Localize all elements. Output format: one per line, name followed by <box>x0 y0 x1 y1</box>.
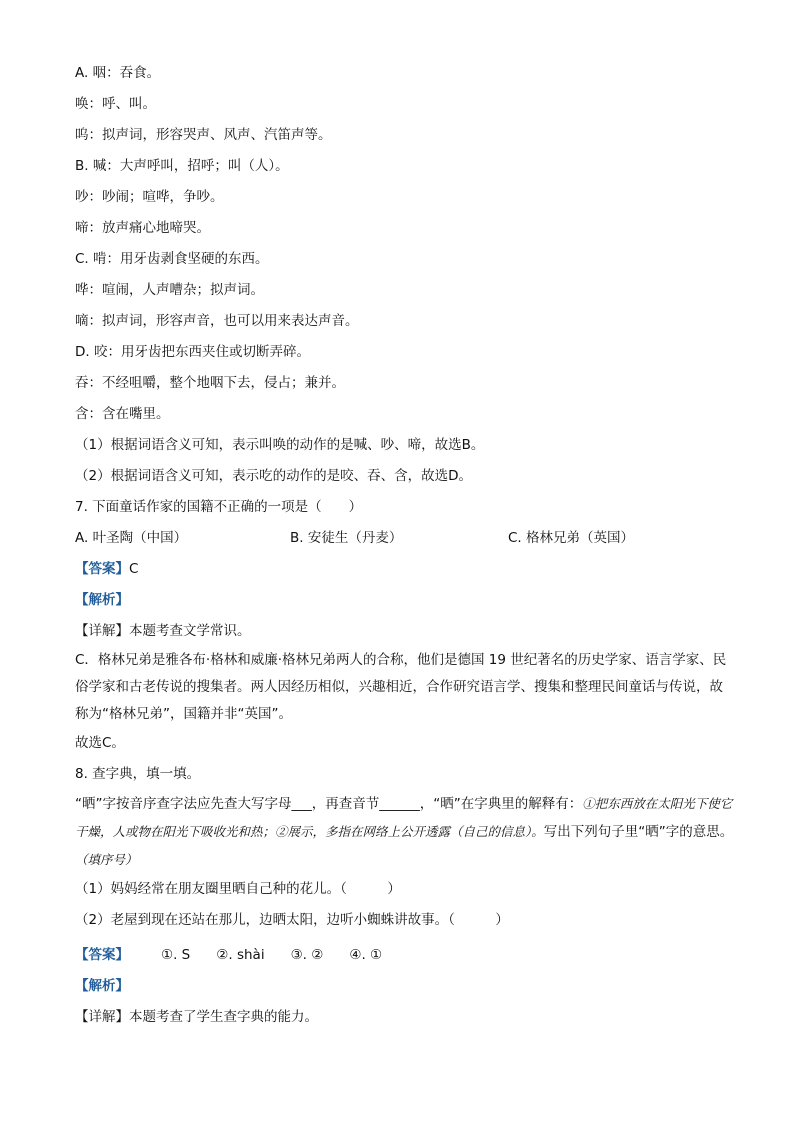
intro-handwritten: ①把东西放在太阳光下使它干燥，人或物在阳光下吸收光和热；②展示，多指在网络上公开透露（自己的信息）。 <box>75 796 733 839</box>
analysis-line <box>75 585 734 616</box>
detail-line <box>75 1002 734 1033</box>
sub-question: （1）妈妈经常在朋友圈里晒自己种的花儿。（ ） <box>75 881 401 897</box>
intro-handwritten: （填序号） <box>75 852 138 867</box>
conclusion-line: 故选C。 <box>75 735 125 751</box>
text-line: 哗：喧闹，人声嘈杂；拟声词。 <box>75 282 264 298</box>
text-line: 嘀：拟声词，形容声音，也可以用来表达声音。 <box>75 313 359 329</box>
answer-line <box>75 940 734 971</box>
text-line: A. 咽：吞食。 <box>75 65 161 81</box>
detail-line <box>75 616 734 647</box>
answer-line <box>75 554 734 585</box>
option-c: C. 格林兄弟（英国） <box>508 530 635 546</box>
text-line: 含：含在嘴里。 <box>75 406 170 422</box>
answer-tag: 【答案】 <box>75 947 129 963</box>
question-stem: 7. 下面童话作家的国籍不正确的一项是（ ） <box>75 499 363 515</box>
text-line: C. 啃：用牙齿剥食坚硬的东西。 <box>75 251 269 267</box>
text-line: 唤：呼、叫。 <box>75 96 156 112</box>
detail-text: 本题考查文学常识。 <box>129 623 251 639</box>
definition-list <box>75 58 734 492</box>
option-b: B. 安徒生（丹麦） <box>290 530 403 546</box>
answer-item: ③. ② <box>290 947 324 963</box>
question-stem: 8. 查字典，填一填。 <box>75 766 201 782</box>
answer-item: ④. ① <box>349 947 383 963</box>
text-line: B. 喊：大声呼叫，招呼；叫（人）。 <box>75 158 289 174</box>
answer-item: ①. S <box>161 947 191 963</box>
sub-question: （2）老屋到现在还站在那儿，边晒太阳，边听小蜘蛛讲故事。（ ） <box>75 912 509 928</box>
intro-text: 写出下列句子里“晒”字的意思。 <box>543 824 734 840</box>
text-line: （1）根据词语含义可知，表示叫唤的动作的是喊、吵、啼，故选B。 <box>75 437 485 453</box>
answer-value: C <box>129 561 139 577</box>
text-line: 吞：不经咀嚼，整个地咽下去，侵占；兼并。 <box>75 375 345 391</box>
analysis-tag: 【解析】 <box>75 978 129 994</box>
analysis-tag: 【解析】 <box>75 592 129 608</box>
text-line: D. 咬：用牙齿把东西夹住或切断弄碎。 <box>75 344 310 360</box>
question-7 <box>75 492 734 759</box>
option-row <box>75 523 734 554</box>
intro-text: “晒”字按音序查字法应先查大写字母___，再查音节______，“晒”在字典里的解释有： <box>75 796 583 812</box>
answer-item: ②. shài <box>216 947 265 963</box>
text-line: 啼：放声痛心地啼哭。 <box>75 220 210 236</box>
text-line: （2）根据词语含义可知，表示吃的动作的是咬、吞、含，故选D。 <box>75 468 472 484</box>
detail-text: 本题考查了学生查字典的能力。 <box>129 1009 318 1025</box>
text-line: 吵：吵闹；喧哗，争吵。 <box>75 189 224 205</box>
question-intro <box>75 790 734 874</box>
explanation-paragraph: C．格林兄弟是雅各布·格林和威廉·格林兄弟两人的合称，他们是德国 19 世纪著名的历史学家、语言学家、民俗学家和古老传说的搜集者。两人因经历相似，兴趣相近，合作研究语言学、搜集和整理民间童话与传说，故称为“格林兄弟”，国籍并非“英国”。 <box>75 652 727 722</box>
analysis-line <box>75 971 734 1002</box>
answer-tag: 【答案】 <box>75 561 129 577</box>
question-8 <box>75 759 734 1033</box>
detail-tag: 【详解】 <box>75 1009 129 1025</box>
detail-tag: 【详解】 <box>75 623 129 639</box>
option-a: A. 叶圣陶（中国） <box>75 530 188 546</box>
text-line: 呜：拟声词，形容哭声、风声、汽笛声等。 <box>75 127 332 143</box>
